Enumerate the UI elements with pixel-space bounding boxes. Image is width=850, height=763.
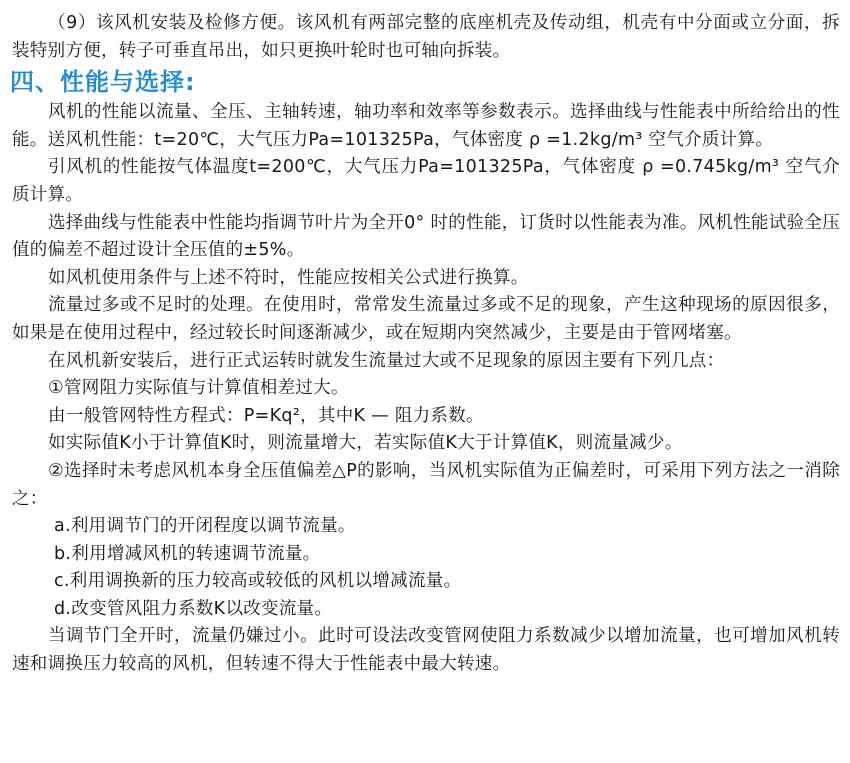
paragraph-cause-1: ①管网阻力实际值与计算值相差过大。 bbox=[48, 378, 349, 399]
paragraph-k-value-effect: 如实际值K小于计算值K时，则流量增大，若实际值K大于计算值K，则流量减少。 bbox=[48, 433, 683, 454]
paragraph-closing: 当调节门全开时，流量仍嫌过小。此时可设法改变管网使阻力系数减少以增加流量，也可增加风机转速和调换压力较高的风机，但转速不得大于性能表中最大转速。 bbox=[12, 626, 840, 675]
list-item-b: b.利用增减风机的转速调节流量。 bbox=[54, 543, 321, 564]
paragraph-new-installation-causes: 在风机新安装后，进行正式运转时就发生流量过大或不足现象的原因主要有下列几点： bbox=[48, 350, 725, 371]
list-item-a: a.利用调节门的开闭程度以调节流量。 bbox=[54, 516, 356, 537]
paragraph-performance-parameters: 风机的性能以流量、全压、主轴转速，轴功率和效率等参数表示。选择曲线与性能表中所给给出的性能。送风机性能：t=20℃，大气压力Pa=101325Pa，气体密度 ρ =1.2kg/m³ 空气介质计算。 bbox=[12, 102, 840, 150]
paragraph-induced-draft-fan: 引风机的性能按气体温度t=200℃，大气压力Pa=101325Pa，气体密度 ρ =0.745kg/m³ 空气介质计算。 bbox=[12, 157, 840, 205]
list-item-d: d.改变管风阻力系数K以改变流量。 bbox=[54, 598, 333, 619]
list-item-c: c.利用调换新的压力较高或较低的风机以增减流量。 bbox=[54, 571, 462, 592]
paragraph-installation-maintenance: （9）该风机安装及检修方便。该风机有两部完整的底座机壳及传动组，机壳有中分面或立分面，拆装特别方便，转子可垂直吊出，如只更换叶轮时也可轴向拆装。 bbox=[12, 13, 840, 61]
section-heading-performance-selection: 四、性能与选择: bbox=[10, 68, 196, 97]
paragraph-flow-handling: 流量过多或不足时的处理。在使用时，常常发生流量过多或不足的现象，产生这种现场的原因很多，如果是在使用过程中，经过较长时间逐渐减少，或在短期内突然减少，主要是由于管网堵塞。 bbox=[12, 295, 840, 343]
paragraph-blade-opening: 选择曲线与性能表中性能均指调节叶片为全开0° 时的性能，订货时以性能表为准。风机性能试验全压值的偏差不超过设计全压值的±5%。 bbox=[12, 212, 840, 261]
paragraph-conversion: 如风机使用条件与上述不符时，性能应按相关公式进行换算。 bbox=[48, 267, 529, 288]
paragraph-cause-2: ②选择时未考虑风机本身全压值偏差△P的影响，当风机实际值为正偏差时，可采用下列方法之一消除之： bbox=[12, 460, 840, 509]
paragraph-characteristic-equation: 由一般管网特性方程式：P=Kq²，其中K — 阻力系数。 bbox=[48, 405, 484, 426]
